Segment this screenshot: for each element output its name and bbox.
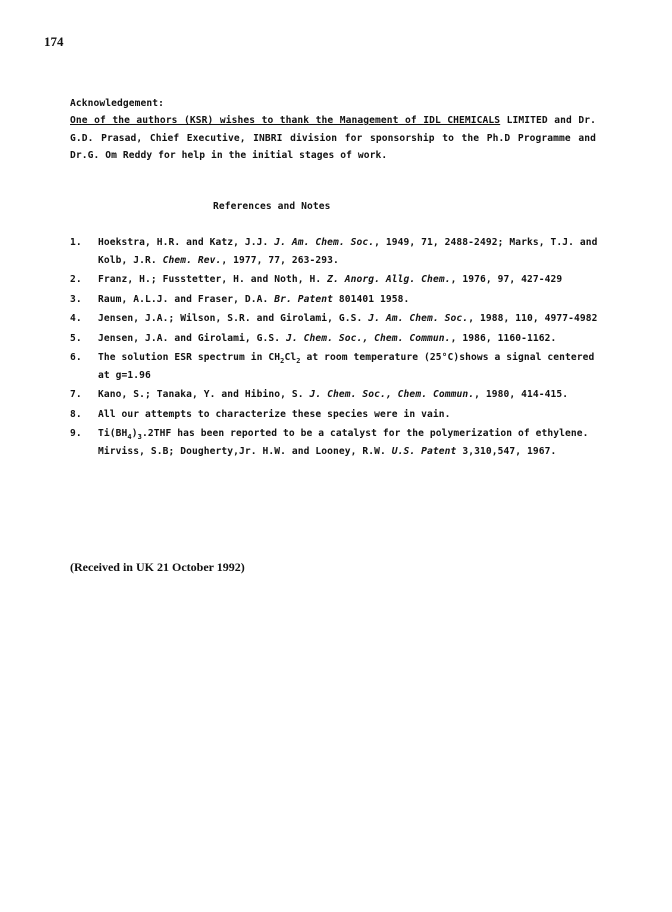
journal-name: J. Am. Chem. Soc. xyxy=(274,237,375,248)
reference-text: , 1949, 71, 2488-2492; Marks, T.J. and Kolb, J.R. xyxy=(98,237,598,266)
references-heading: References and Notes xyxy=(213,201,331,212)
reference-number: 2. xyxy=(70,274,82,285)
reference-text: Jensen, J.A. and Girolami, G.S. xyxy=(98,332,287,344)
reference-text: , 1980, 414-415. xyxy=(474,389,569,400)
reference-9 xyxy=(70,425,600,460)
journal-name: Z. Anorg. Allg. Chem. xyxy=(327,274,451,285)
reference-text: 3,310,547, 1967. xyxy=(456,445,557,457)
reference-text: .2THF has been reported to be a catalyst for the polymerization of ethylene. Mirviss, S.B; Dougherty,Jr. H.W. and Looney, R.W. xyxy=(98,428,589,457)
journal-name: J. Chem. Soc., Chem. Commun. xyxy=(286,332,451,344)
references-list xyxy=(70,234,600,462)
reference-1 xyxy=(70,234,600,269)
reference-text: at room temperature (25°C)shows a signal centered at g=1.96 xyxy=(98,352,595,381)
reference-text: Jensen, J.A.; Wilson, S.R. and Girolami, G.S. xyxy=(98,313,369,324)
reference-8 xyxy=(70,406,600,424)
reference-text: , 1986, 1160-1162. xyxy=(450,332,557,344)
reference-text: , 1988, 110, 4977-4982 xyxy=(468,313,598,324)
reference-2 xyxy=(70,271,600,289)
reference-number: 8. xyxy=(70,408,82,420)
reference-number: 6. xyxy=(70,352,82,363)
reference-text: , 1976, 97, 427-429 xyxy=(450,274,563,285)
journal-name: Chem. Rev. xyxy=(162,254,222,266)
reference-text: Franz, H.; Fusstetter, H. and Noth, H. xyxy=(98,274,328,285)
acknowledgement-heading: Acknowledgement: xyxy=(70,98,165,109)
reference-number: 3. xyxy=(70,293,82,305)
reference-text: Ti(BH xyxy=(98,428,128,439)
reference-text: The solution ESR spectrum in CH xyxy=(98,352,281,363)
reference-text: Cl xyxy=(284,352,297,363)
reference-text: , 1977, 77, 263-293. xyxy=(221,254,339,266)
subscript: 2 xyxy=(280,356,285,365)
reference-number: 4. xyxy=(70,313,82,324)
acknowledgement-line-rest: LIMITED and Dr. G.D. Prasad, Chief Executive, INBRI division for sponsorship to the Ph.D Programme and Dr.G. Om Reddy for help in the initial stages of work. xyxy=(70,115,596,161)
reference-5 xyxy=(70,330,600,348)
journal-name: J. Chem. Soc., Chem. Commun. xyxy=(309,389,475,400)
reference-6 xyxy=(70,349,600,384)
reference-number: 5. xyxy=(70,332,82,344)
reference-text: ) xyxy=(131,428,138,439)
reference-number: 7. xyxy=(70,389,82,400)
subscript: 4 xyxy=(127,432,132,441)
acknowledgement-line-1: One of the authors (KSR) wishes to thank the Management of IDL CHEMICALS xyxy=(70,115,501,126)
reference-text: Raum, A.L.J. and Fraser, D.A. xyxy=(98,293,275,305)
reference-4 xyxy=(70,310,600,328)
received-date: (Received in UK 21 October 1992) xyxy=(70,560,245,574)
journal-name: U.S. Patent xyxy=(391,445,457,457)
journal-name: Br. Patent xyxy=(274,293,334,305)
reference-number: 9. xyxy=(70,428,82,439)
reference-number: 1. xyxy=(70,237,82,248)
reference-7 xyxy=(70,386,600,404)
reference-text: Kano, S.; Tanaka, Y. and Hibino, S. xyxy=(98,389,310,400)
reference-text: 801401 1958. xyxy=(333,293,410,305)
acknowledgement-text xyxy=(70,112,596,165)
journal-name: J. Am. Chem. Soc. xyxy=(368,313,469,324)
subscript: 2 xyxy=(296,356,301,365)
page-number: 174 xyxy=(44,34,64,49)
reference-text: All our attempts to characterize these species were in vain. xyxy=(98,408,451,420)
subscript: 3 xyxy=(137,432,142,441)
reference-3 xyxy=(70,291,600,309)
reference-text: Hoekstra, H.R. and Katz, J.J. xyxy=(98,237,275,248)
